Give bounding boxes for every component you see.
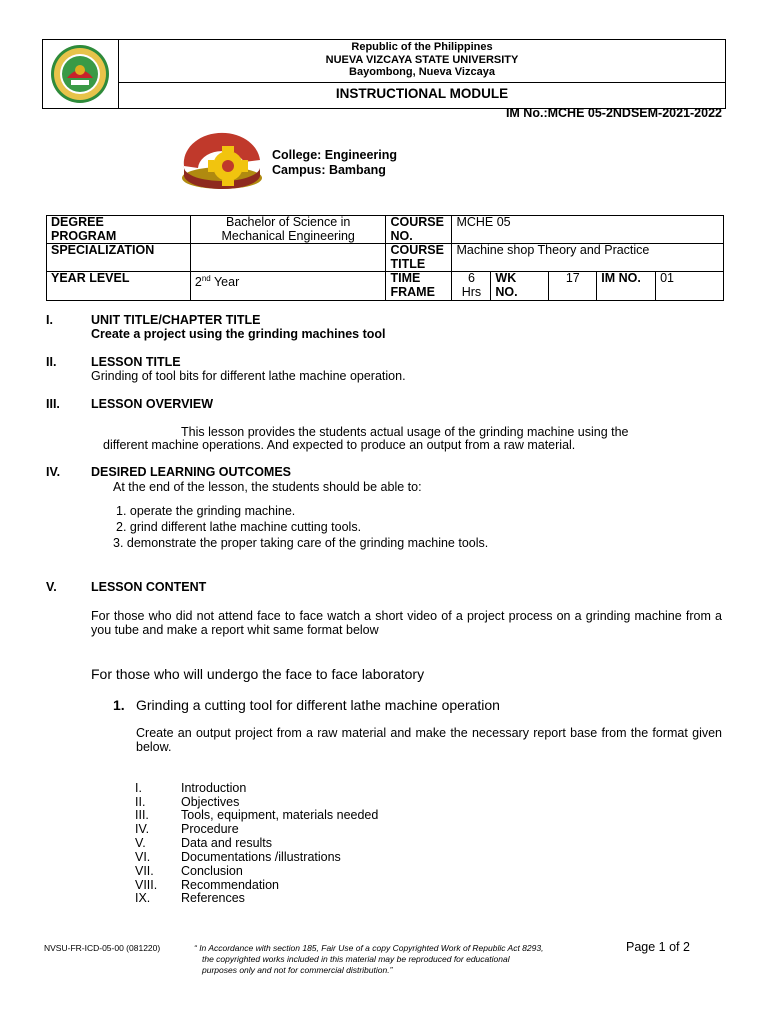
im-no-value: 01 (656, 272, 724, 301)
lesson-content-text: For those who did not attend face to face watch a short video of a project process on a grinding machine from a you tube and make a report whit same format below (91, 609, 722, 637)
course-no-label: COURSE NO. (386, 216, 452, 244)
document-header (42, 39, 726, 109)
specialization-label: SPECIALIZATION (47, 244, 191, 272)
wk-no-value: 17 (549, 272, 597, 301)
unit-title: Create a project using the grinding machines tool (91, 327, 386, 341)
section-title: LESSON TITLE (91, 355, 181, 369)
format-item: Procedure (181, 822, 239, 836)
year-level-label: YEAR LEVEL (47, 272, 191, 301)
table-row (47, 216, 724, 244)
format-num: II. (135, 795, 146, 809)
section-title: LESSON CONTENT (91, 580, 207, 594)
overview-text-line: This lesson provides the students actual usage of the grinding machine using the (181, 425, 629, 439)
im-no-label: IM NO. (597, 272, 656, 301)
section-number: I. (46, 313, 53, 327)
course-title-label: COURSE TITLE (386, 244, 452, 272)
format-item: Introduction (181, 781, 247, 795)
course-title-value: Machine shop Theory and Practice (452, 244, 724, 272)
item-number: 1. (113, 697, 125, 713)
course-info-table (46, 215, 724, 301)
format-num: VI. (135, 850, 151, 864)
table-row (47, 244, 724, 272)
format-num: V. (135, 836, 146, 850)
module-title: INSTRUCTIONAL MODULE (335, 86, 509, 101)
course-no-value: MCHE 05 (452, 216, 724, 244)
list-item: 1. operate the grinding machine. (116, 504, 296, 518)
time-frame-value: 6 Hrs (452, 272, 491, 301)
lesson-title-text: Grinding of tool bits for different lathe machine operation. (91, 369, 406, 383)
copyright-line: “ In Accordance with section 185, Fair Use of a copy Copyrighted Work of Republic Act 8293, (194, 943, 544, 953)
format-item: Conclusion (181, 864, 243, 878)
college-info (272, 148, 397, 177)
format-num: VII. (135, 864, 154, 878)
copyright-note (194, 943, 619, 976)
specialization-value (190, 244, 386, 272)
copyright-line: purposes only and not for commercial distribution.” (202, 965, 393, 975)
item-text: Create an output project from a raw material and make the necessary report base from the format given below. (136, 726, 722, 754)
university-seal-cell (43, 40, 119, 108)
header-institution (119, 40, 725, 83)
degree-program-label: DEGREE PROGRAM (47, 216, 191, 244)
list-item: 2. grind different lathe machine cutting tools. (116, 520, 362, 534)
item-title: Grinding a cutting tool for different lathe machine operation (136, 697, 500, 713)
format-item: Objectives (181, 795, 240, 809)
year-level-value: 2nd Year (190, 272, 386, 301)
header-university: NUEVA VIZCAYA STATE UNIVERSITY (325, 53, 519, 66)
section-number: V. (46, 580, 57, 594)
format-num: VIII. (135, 878, 158, 892)
college-line: College: Engineering (272, 148, 398, 162)
format-item: Recommendation (181, 878, 279, 892)
format-num: IV. (135, 822, 150, 836)
section-title: UNIT TITLE/CHAPTER TITLE (91, 313, 261, 327)
f2f-heading: For those who will undergo the face to face laboratory (91, 666, 425, 682)
table-row (47, 272, 724, 301)
header-location: Bayombong, Nueva Vizcaya (349, 66, 495, 78)
section-number: II. (46, 355, 57, 369)
section-title: LESSON OVERVIEW (91, 397, 214, 411)
im-number: IM No.:MCHE 05-2NDSEM-2021-2022 (505, 106, 722, 120)
format-item: Data and results (181, 836, 273, 850)
header-republic: Republic of the Philippines (351, 41, 493, 53)
copyright-line: the copyrighted works included in this material may be reproduced for educational (202, 954, 510, 964)
section-number: IV. (46, 465, 61, 479)
format-num: I. (135, 781, 142, 795)
campus-line: Campus: Bambang (272, 162, 386, 177)
format-item: Documentations /illustrations (181, 850, 341, 864)
wk-no-label: WK NO. (491, 272, 549, 301)
degree-program-value: Bachelor of Science in Mechanical Engineering (190, 216, 386, 244)
engineering-gear-logo (178, 128, 268, 194)
format-item: References (181, 891, 245, 905)
form-code: NVSU-FR-ICD-05-00 (081220) (44, 943, 161, 953)
format-num: IX. (135, 891, 151, 905)
list-item: 3. demonstrate the proper taking care of the grinding machine tools. (113, 536, 489, 550)
outcomes-intro: At the end of the lesson, the students should be able to: (113, 480, 422, 494)
nvsu-seal-logo (43, 40, 118, 108)
format-num: III. (135, 808, 149, 822)
section-title: DESIRED LEARNING OUTCOMES (91, 465, 292, 479)
page-number: Page 1 of 2 (626, 940, 690, 954)
time-frame-label: TIME FRAME (386, 272, 452, 301)
overview-text-line: different machine operations. And expected to produce an output from a raw material. (103, 438, 576, 452)
section-number: III. (46, 397, 60, 411)
format-item: Tools, equipment, materials needed (181, 808, 379, 822)
